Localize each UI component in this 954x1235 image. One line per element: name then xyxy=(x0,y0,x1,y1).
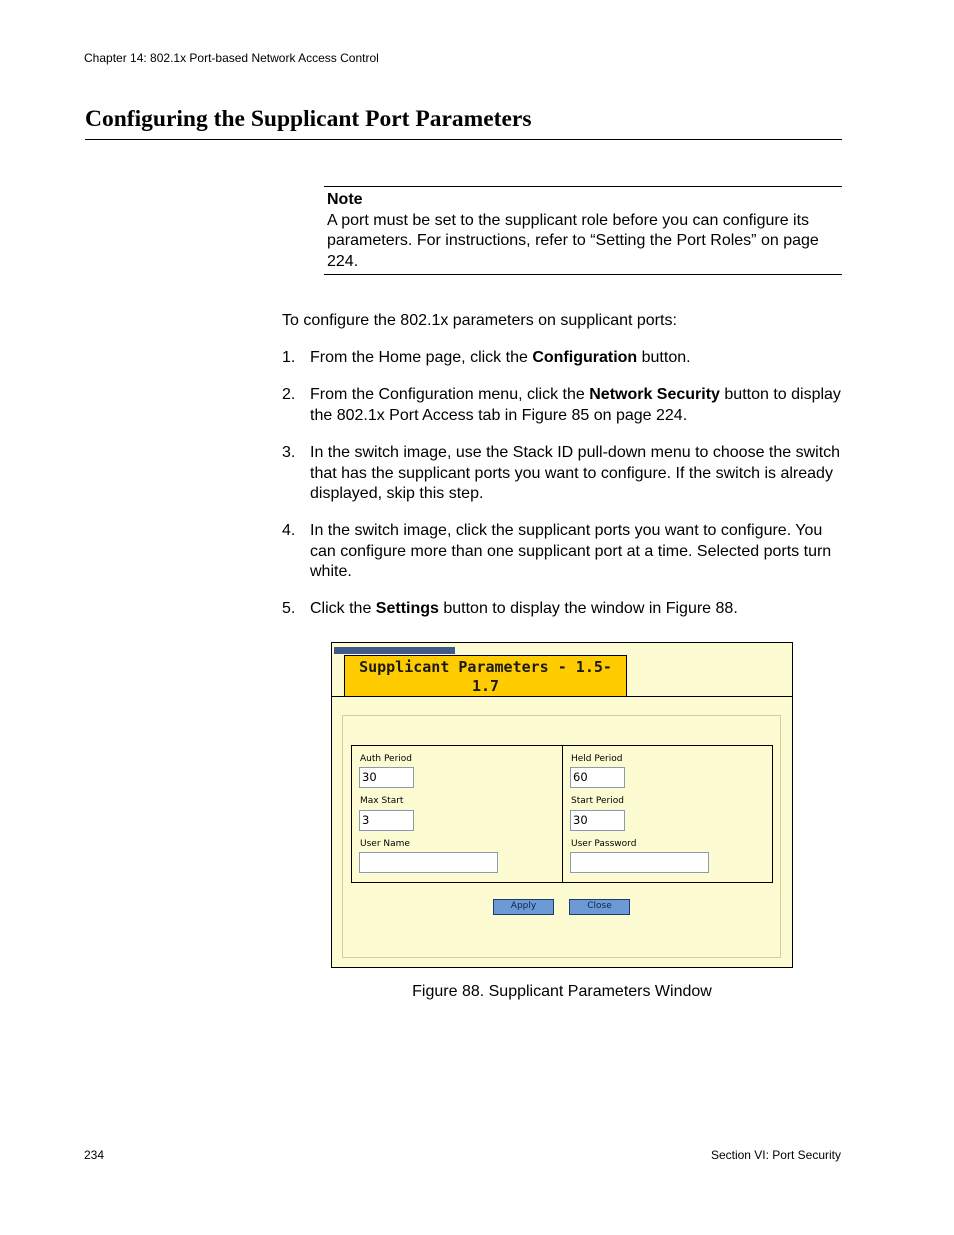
step-text: In the switch image, use the Stack ID pull-down menu to choose the switch that has the supplicant ports you want to configure. If the switch is already displayed, skip this step. xyxy=(310,444,841,502)
step-number: 2. xyxy=(282,386,296,403)
held-period-input[interactable]: 60 xyxy=(570,767,625,788)
auth-period-input[interactable]: 30 xyxy=(359,767,414,788)
window-tab-strip xyxy=(334,647,455,654)
window-title: Supplicant Parameters - 1.5- 1.7 xyxy=(344,655,627,697)
page-number: 234 xyxy=(84,1148,105,1162)
note-title: Note xyxy=(327,191,363,208)
note-text: A port must be set to the supplicant role before you can configure its parameters. For instructions, refer to “Setting the Port Roles” on page 224. xyxy=(327,211,819,270)
column-divider xyxy=(562,745,563,883)
running-head: Chapter 14: 802.1x Port-based Network Access Control xyxy=(84,51,379,65)
intro-text: To configure the 802.1x parameters on supplicant ports: xyxy=(282,312,677,329)
user-name-input[interactable] xyxy=(359,852,498,873)
user-password-label: User Password xyxy=(571,839,637,849)
held-period-label: Held Period xyxy=(571,754,623,764)
close-button[interactable]: Close xyxy=(569,899,630,915)
step-number: 1. xyxy=(282,349,296,366)
user-name-label: User Name xyxy=(360,839,410,849)
step-text: From the Home page, click the Configuration button. xyxy=(310,349,691,366)
figure-caption: Figure 88. Supplicant Parameters Window xyxy=(412,983,712,1000)
max-start-input[interactable]: 3 xyxy=(359,810,414,831)
step-number: 5. xyxy=(282,600,296,617)
apply-button[interactable]: Apply xyxy=(493,899,554,915)
footer-section: Section VI: Port Security xyxy=(710,1148,841,1162)
step-number: 4. xyxy=(282,522,296,539)
step-text: Click the Settings button to display the window in Figure 88. xyxy=(310,600,738,617)
section-title: Configuring the Supplicant Port Parameters xyxy=(85,106,842,140)
step-number: 3. xyxy=(282,444,296,461)
header-divider xyxy=(332,696,792,697)
step-text: From the Configuration menu, click the Network Security button to display the 802.1x Port Access tab in Figure 85 on page 224. xyxy=(310,386,841,424)
user-password-input[interactable] xyxy=(570,852,709,873)
start-period-input[interactable]: 30 xyxy=(570,810,625,831)
max-start-label: Max Start xyxy=(360,796,404,806)
start-period-label: Start Period xyxy=(571,796,624,806)
auth-period-label: Auth Period xyxy=(360,754,413,764)
step-text: In the switch image, click the supplicant ports you want to configure. You can configure more than one supplicant port at a time. Selected ports turn white. xyxy=(310,522,832,580)
note-box xyxy=(324,186,842,275)
